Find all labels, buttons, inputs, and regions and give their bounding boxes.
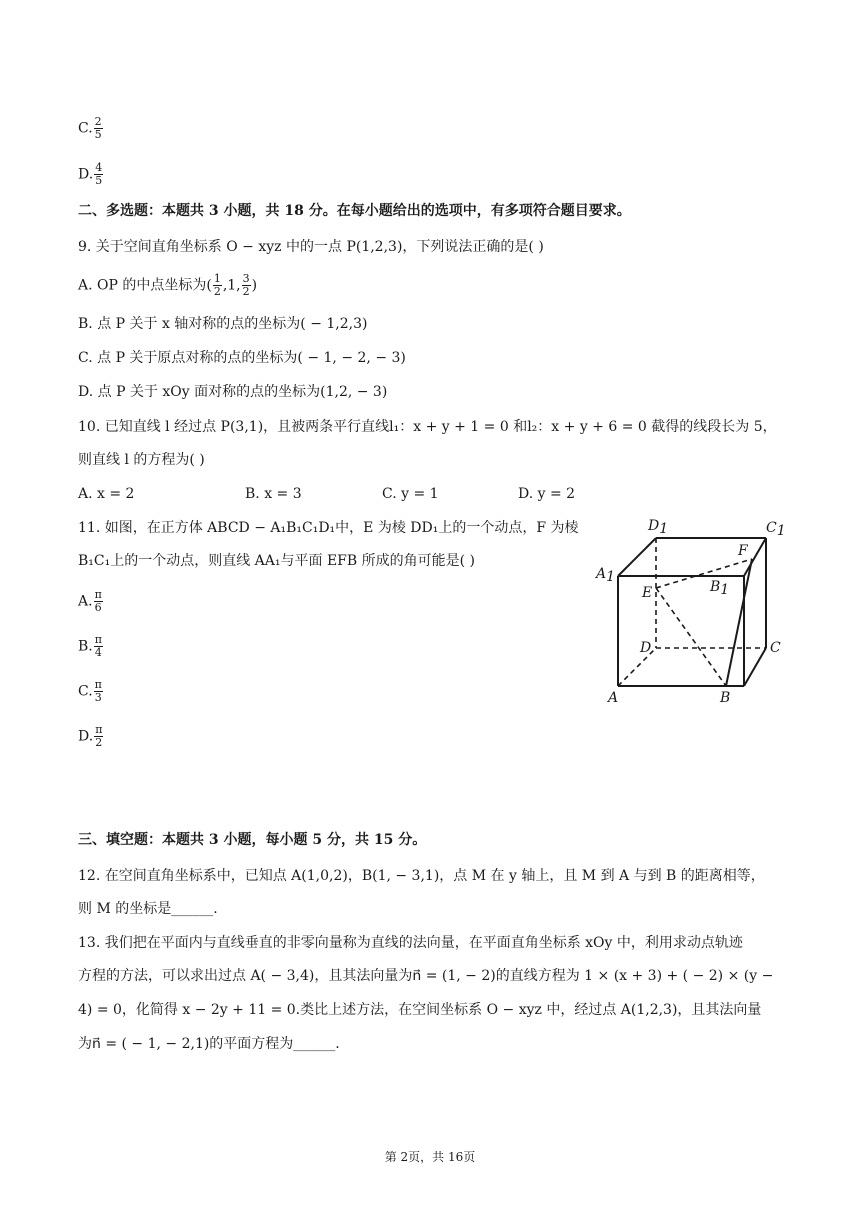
q13-line1: 13. 我们把在平面内与直线垂直的非零向量称为直线的法向量，在平面直角坐标系 xOy 中，利用求动点轨迹 <box>78 935 743 951</box>
option-label: C. <box>78 683 93 700</box>
q12-line2: 则 M 的坐标是______. <box>78 901 218 917</box>
label-b: B <box>720 690 731 706</box>
q9-a-mid: ,1, <box>222 277 241 294</box>
segment-e-b <box>656 588 726 686</box>
q9-option-d: D. 点 P 关于 xOy 面对称的点的坐标为(1,2, − 3) <box>78 384 388 400</box>
fraction-numerator: π <box>94 633 102 646</box>
q11-option-c <box>78 679 104 704</box>
q11-stem-line1: 11. 如图，在正方体 ABCD − A₁B₁C₁D₁中，E 为棱 DD₁上的一个动点，F 为棱 <box>78 520 579 536</box>
q10-option-c: C. y = 1 <box>382 486 439 502</box>
fraction-numerator: π <box>94 588 102 601</box>
fraction-denominator: 2 <box>242 285 250 298</box>
q13-line4: 为n⃗ = ( − 1, − 2,1)的平面方程为______. <box>78 1036 340 1052</box>
fraction <box>242 273 251 298</box>
q9-option-c: C. 点 P 关于原点对称的点的坐标为( − 1, − 2, − 3) <box>78 350 406 366</box>
label-d: D <box>640 640 652 656</box>
fraction <box>94 589 103 614</box>
fraction-denominator: 4 <box>94 646 102 659</box>
label-e: E <box>642 585 653 601</box>
fraction-numerator: 4 <box>95 161 103 174</box>
label-c: C <box>770 640 781 656</box>
label-c1: C1 <box>766 520 786 539</box>
q9-stem: 9. 关于空间直角坐标系 O − xyz 中的一点 P(1,2,3)，下列说法正确的是( ) <box>78 239 544 255</box>
fraction <box>94 634 103 659</box>
q9-option-b: B. 点 P 关于 x 轴对称的点的坐标为( − 1,2,3) <box>78 316 368 332</box>
edge-b-c <box>744 648 766 686</box>
q10-option-b: B. x = 3 <box>245 486 302 502</box>
label-d1: D1 <box>648 518 669 537</box>
fraction <box>94 162 103 187</box>
section3-title: 三、填空题：本题共 3 小题，每小题 5 分，共 15 分。 <box>78 832 427 848</box>
edge-a1-d1 <box>618 538 656 576</box>
fraction-denominator: 5 <box>94 128 102 141</box>
q10-option-a: A. x = 2 <box>78 486 135 502</box>
option-label: D. <box>78 166 94 183</box>
page-footer: 第 2页，共 16页 <box>384 1150 476 1164</box>
fraction-numerator: π <box>94 678 102 691</box>
label-f: F <box>738 543 748 559</box>
q8-option-c <box>78 116 104 141</box>
fraction-denominator: 6 <box>94 601 102 614</box>
cube-figure <box>590 510 790 710</box>
fraction <box>94 724 103 749</box>
cube-vertex-labels <box>594 518 786 706</box>
option-label: D. <box>78 728 94 745</box>
segment-e-f <box>656 559 752 588</box>
fraction-denominator: 5 <box>95 174 103 187</box>
label-a1: A1 <box>596 566 616 585</box>
fraction <box>94 679 103 704</box>
fraction-numerator: 1 <box>213 272 221 285</box>
fraction <box>213 273 222 298</box>
q12-line1: 12. 在空间直角坐标系中，已知点 A(1,0,2)，B(1, − 3,1)，点 M 在 y 轴上，且 M 到 A 与到 B 的距离相等， <box>78 868 765 884</box>
q10-option-d: D. y = 2 <box>518 486 576 502</box>
q8-option-d <box>78 162 104 187</box>
fraction-numerator: 3 <box>242 272 250 285</box>
q11-option-d <box>78 724 104 749</box>
segment-f-b <box>726 559 752 686</box>
q9-option-a <box>78 273 257 298</box>
fraction-numerator: π <box>95 723 103 736</box>
label-a: A <box>608 690 619 706</box>
q9-a-suffix: ) <box>251 277 258 294</box>
q13-line2: 方程的方法，可以求出过点 A( − 3,4)，且其法向量为n⃗ = (1, − 2)的直线方程为 1 × (x + 3) + ( − 2) × (y − <box>78 968 774 984</box>
q11-option-a <box>78 589 104 614</box>
section2-title: 二、多选题：本题共 3 小题，共 18 分。在每小题给出的选项中，有多项符合题目要求。 <box>78 203 631 219</box>
q13-line3: 4) = 0，化简得 x − 2y + 11 = 0.类比上述方法，在空间坐标系 O − xyz 中，经过点 A(1,2,3)，且其法向量 <box>78 1002 762 1018</box>
fraction <box>94 116 103 141</box>
q11-option-b <box>78 634 104 659</box>
fraction-denominator: 3 <box>94 691 102 704</box>
q10-stem-line1: 10. 已知直线 l 经过点 P(3,1)，且被两条平行直线l₁：x + y + 1 = 0 和l₂：x + y + 6 = 0 截得的线段长为 5， <box>78 419 777 435</box>
label-b1: B1 <box>710 579 730 598</box>
option-label: B. <box>78 638 93 655</box>
q11-stem-line2: B₁C₁上的一个动点，则直线 AA₁与平面 EFB 所成的角可能是( ) <box>78 553 476 569</box>
fraction-denominator: 2 <box>95 736 103 749</box>
q9-a-prefix: A. OP 的中点坐标为( <box>78 277 212 294</box>
q10-stem-line2: 则直线 l 的方程为( ) <box>78 452 205 468</box>
fraction-numerator: 2 <box>94 115 102 128</box>
fraction-denominator: 2 <box>213 285 221 298</box>
option-label: A. <box>78 593 93 610</box>
option-label: C. <box>78 120 93 137</box>
